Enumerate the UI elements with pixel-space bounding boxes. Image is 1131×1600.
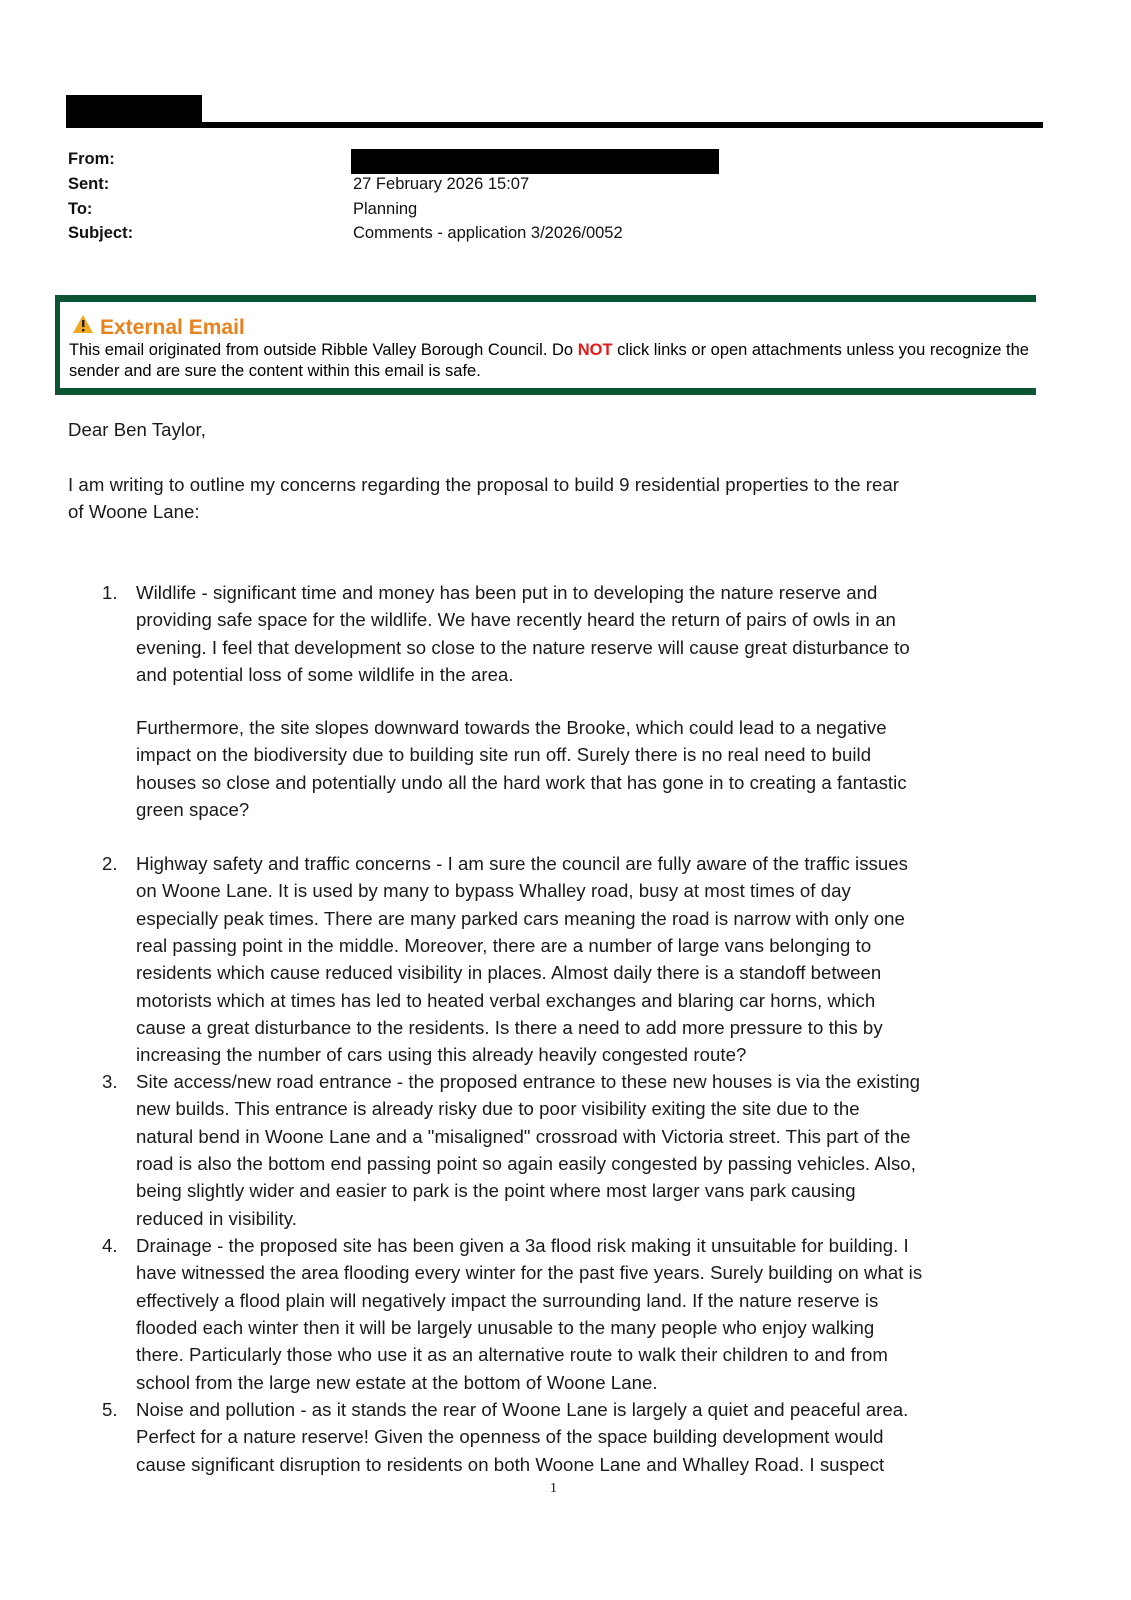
list-item-line: road is also the bottom end passing point so again easily congested by passing vehicles. Also, bbox=[136, 1152, 916, 1174]
warning-icon bbox=[72, 314, 94, 340]
greeting: Dear Ben Taylor, bbox=[68, 419, 206, 440]
list-item-line: being slightly wider and easier to park is the point where most larger vans park causing bbox=[136, 1180, 856, 1202]
list-item-line: houses so close and potentially undo all the hard work that has gone in to creating a fantastic bbox=[136, 771, 907, 793]
list-item-line: Noise and pollution - as it stands the rear of Woone Lane is largely a quiet and peaceful area. bbox=[136, 1399, 909, 1420]
list-item-line: there. Particularly those who use it as an alternative route to walk their children to and from bbox=[136, 1344, 888, 1366]
list-item-line: Furthermore, the site slopes downward towards the Brooke, which could lead to a negative bbox=[136, 717, 887, 738]
list-number: 1. bbox=[102, 582, 118, 603]
to-label: To: bbox=[68, 200, 93, 218]
list-item-line: flooded each winter then it will be largely unusable to the many people who enjoy walking bbox=[136, 1316, 875, 1338]
list-item-line: Perfect for a nature reserve! Given the openness of the space building development would bbox=[136, 1426, 884, 1448]
list-item-line: real passing point in the middle. Moreover, there are a number of large vans belonging to bbox=[136, 934, 872, 956]
list-item-line: providing safe space for the wildlife. We have recently heard the return of pairs of owls in an bbox=[136, 609, 896, 631]
page-number: 1 bbox=[550, 1481, 557, 1496]
list-item-line: on Woone Lane. It is used by many to bypass Whalley road, busy at most times of day bbox=[136, 880, 851, 902]
external-email-banner bbox=[55, 295, 1036, 395]
list-item-line: cause a great disturbance to the residents. Is there a need to add more pressure to this by bbox=[136, 1016, 883, 1038]
list-number: 5. bbox=[102, 1399, 118, 1420]
list-item-line: evening. I feel that development so close to the nature reserve will cause great disturbance to bbox=[136, 636, 910, 658]
list-number: 4. bbox=[102, 1235, 118, 1256]
to-value: Planning bbox=[353, 200, 418, 218]
list-item-line: impact on the biodiversity due to building site run off. Surely there is no real need to build bbox=[136, 744, 872, 766]
list-item-line: especially peak times. There are many parked cars meaning the road is narrow with only one bbox=[136, 907, 905, 929]
sent-label: Sent: bbox=[68, 175, 110, 193]
list-item-line: Drainage - the proposed site has been given a 3a flood risk making it unsuitable for building. I bbox=[136, 1235, 909, 1256]
banner-not: NOT bbox=[577, 341, 613, 359]
list-item-line: reduced in visibility. bbox=[136, 1207, 297, 1229]
banner-msg-text-after: click links or open attachments unless you recognize the sender and are sure the content within this email is safe. bbox=[69, 341, 1029, 380]
list-item-line: Site access/new road entrance - the proposed entrance to these new houses is via the existing bbox=[136, 1071, 920, 1092]
list-item-line: residents which cause reduced visibility in places. Almost daily there is a standoff between bbox=[136, 962, 882, 984]
banner-title-row bbox=[72, 314, 245, 340]
subject-value: Comments - application 3/2026/0052 bbox=[353, 224, 623, 242]
from-label: From: bbox=[68, 150, 115, 168]
list-item-line: have witnessed the area flooding every winter for the past five years. Surely building on what is bbox=[136, 1262, 923, 1284]
banner-title: External Email bbox=[100, 316, 245, 339]
list-number: 2. bbox=[102, 853, 118, 874]
list-item-line: school from the large new estate at the bottom of Woone Lane. bbox=[136, 1371, 658, 1393]
banner-msg-text: This email originated from outside Ribble Valley Borough Council. Do bbox=[69, 341, 578, 359]
intro-line: I am writing to outline my concerns regarding the proposal to build 9 residential properties to the rear bbox=[68, 474, 899, 495]
list-item-line: effectively a flood plain will negatively impact the surrounding land. If the nature reserve is bbox=[136, 1289, 879, 1311]
sent-value: 27 February 2026 15:07 bbox=[353, 175, 530, 193]
intro-line: of Woone Lane: bbox=[68, 501, 200, 523]
list-item-line: and potential loss of some wildlife in the area. bbox=[136, 663, 514, 685]
list-number: 3. bbox=[102, 1071, 118, 1092]
list-item-line: green space? bbox=[136, 798, 250, 820]
list-item-line: Wildlife - significant time and money has been put in to developing the nature reserve and bbox=[136, 582, 878, 603]
list-item-line: natural bend in Woone Lane and a "misaligned" crossroad with Victoria street. This part of the bbox=[136, 1125, 911, 1147]
banner-message bbox=[69, 340, 1044, 382]
list-item-line: cause significant disruption to residents on both Woone Lane and Whalley Road. I suspect bbox=[136, 1453, 885, 1475]
redacted-block bbox=[66, 95, 202, 125]
subject-label: Subject: bbox=[68, 224, 134, 242]
header-rule bbox=[66, 122, 1043, 128]
list-item-line: Highway safety and traffic concerns - I am sure the council are fully aware of the traffic issues bbox=[136, 853, 909, 874]
list-item-line: motorists which at times has led to heated verbal exchanges and blaring car horns, which bbox=[136, 989, 876, 1011]
list-item-line: new builds. This entrance is already risky due to poor visibility exiting the site due to the bbox=[136, 1098, 860, 1120]
redacted-sender bbox=[351, 149, 719, 174]
list-item-line: increasing the number of cars using this already heavily congested route? bbox=[136, 1044, 747, 1066]
